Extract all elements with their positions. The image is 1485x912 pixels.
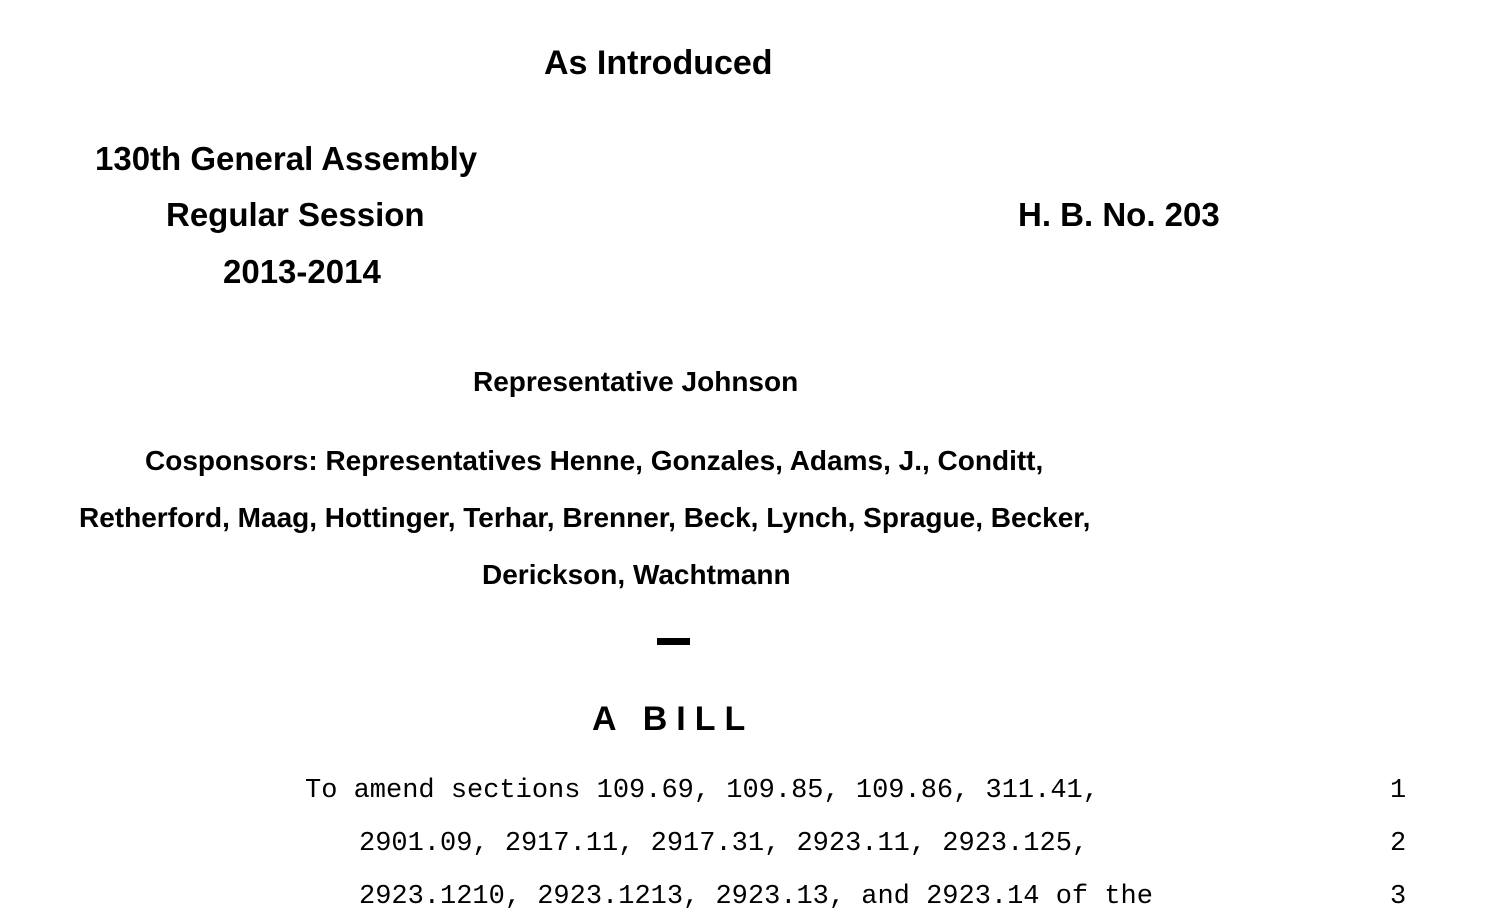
session-name: Regular Session (166, 196, 425, 233)
cosponsors-line: Cosponsors: Representatives Henne, Gonzales, Adams, J., Conditt, (145, 445, 1044, 476)
cosponsors-line: Retherford, Maag, Hottinger, Terhar, Brenner, Beck, Lynch, Sprague, Becker, (79, 502, 1091, 533)
bill-text-line: To amend sections 109.69, 109.85, 109.86, 311.41, (305, 776, 1099, 806)
cosponsors-line: Derickson, Wachtmann (482, 559, 791, 590)
primary-sponsor: Representative Johnson (473, 366, 799, 397)
section-divider (657, 638, 690, 645)
line-number: 2 (1390, 829, 1407, 859)
bill-status: As Introduced (544, 44, 773, 82)
bill-number: H. B. No. 203 (1018, 196, 1220, 233)
bill-title: A BILL (592, 700, 755, 738)
session-years: 2013-2014 (223, 253, 381, 290)
line-number: 3 (1390, 882, 1407, 912)
bill-text-line: 2901.09, 2917.11, 2917.31, 2923.11, 2923.125, (359, 829, 1089, 859)
general-assembly: 130th General Assembly (95, 140, 478, 177)
bill-text-line: 2923.1210, 2923.1213, 2923.13, and 2923.14 of the (359, 882, 1153, 912)
line-number: 1 (1390, 776, 1407, 806)
